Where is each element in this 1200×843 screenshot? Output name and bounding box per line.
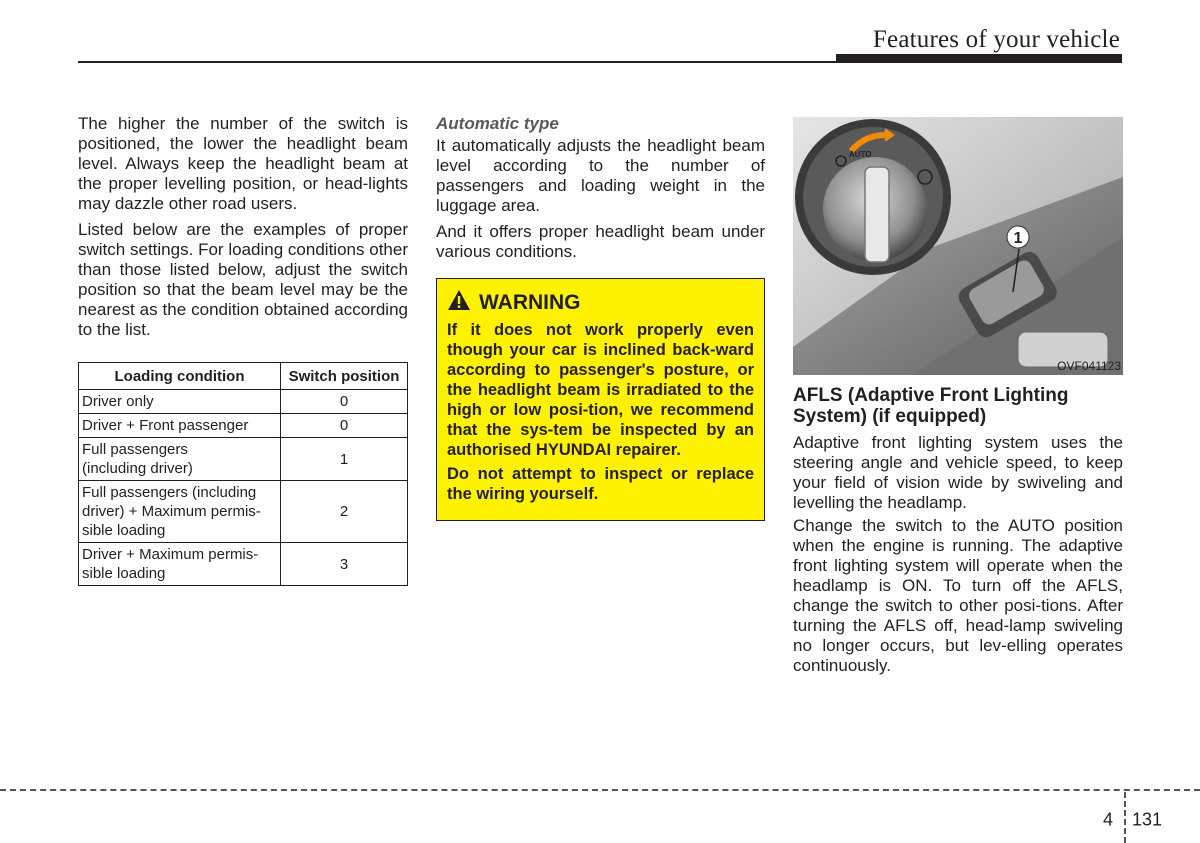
loading-condition-cell: Full passengers (including driver) xyxy=(79,438,281,481)
switch-position-cell: 1 xyxy=(281,438,408,481)
image-code: OVF041123 xyxy=(1057,359,1121,373)
paragraph: Listed below are the examples of proper switch settings. For loading conditions other than those listed below, adjust the switch position so that the beam level may be the nearest as the condition obtained according to the list. xyxy=(78,220,408,339)
footer-dashed-divider xyxy=(1124,792,1126,843)
paragraph: It automatically adjusts the headlight beam level according to the number of passengers and loading weight in the luggage area. xyxy=(436,136,765,215)
table-header-row xyxy=(79,363,408,390)
warning-box xyxy=(436,278,765,521)
loading-condition-cell: Driver + Maximum permis- sible loading xyxy=(79,543,281,586)
page-number: 131 xyxy=(1132,809,1163,830)
column-left xyxy=(78,114,408,586)
subheading-automatic-type: Automatic type xyxy=(436,114,559,133)
warning-text: Do not attempt to inspect or replace the wiring yourself. xyxy=(447,465,754,503)
header-title: Features of your vehicle xyxy=(872,26,1120,53)
paragraph: Change the switch to the AUTO position when the engine is running. The adaptive front lighting system will operate when the headlamp is ON. To turn off the AFLS, change the switch to other posi-tions. After turning the AFLS off, head-lamp swiveling no longer occurs, but lev-elling operates continuously. xyxy=(793,516,1123,675)
loading-condition-cell: Driver + Front passenger xyxy=(79,414,281,438)
table-row xyxy=(79,414,408,438)
knob-auto-label: AUTO xyxy=(849,150,872,159)
paragraph: The higher the number of the switch is positioned, the lower the headlight beam level. Always keep the headlight beam at the proper levelling position, or head-lights may dazzle other road users. xyxy=(78,114,408,213)
table-row xyxy=(79,543,408,586)
section-title-afls: AFLS (Adaptive Front Lighting System) (if equipped) xyxy=(793,385,1069,427)
header-rule xyxy=(78,61,838,63)
warning-triangle-icon xyxy=(447,289,471,316)
table-row xyxy=(79,438,408,481)
paragraph: Adaptive front lighting system uses the steering angle and vehicle speed, to keep your field of vision wide by swiveling and levelling the headlamp. xyxy=(793,433,1123,512)
loading-condition-table xyxy=(78,362,408,586)
column-header-switch-position: Switch position xyxy=(281,363,408,390)
column-header-loading-condition: Loading condition xyxy=(79,363,281,390)
headlight-switch-illustration xyxy=(793,117,1123,375)
loading-condition-cell: Full passengers (including driver) + Maximum permis- sible loading xyxy=(79,481,281,543)
switch-position-cell: 2 xyxy=(281,481,408,543)
paragraph: And it offers proper headlight beam under various conditions. xyxy=(436,222,765,261)
switch-position-cell: 0 xyxy=(281,390,408,414)
table-row xyxy=(79,481,408,543)
headlight-switch-photo xyxy=(793,117,1123,375)
column-right xyxy=(793,117,1123,679)
chapter-number: 4 xyxy=(1103,809,1114,830)
switch-position-cell: 0 xyxy=(281,414,408,438)
callout-number: 1 xyxy=(1013,230,1023,247)
switch-position-cell: 3 xyxy=(281,543,408,586)
column-middle xyxy=(436,114,765,521)
warning-text: If it does not work properly even though your car is inclined back-ward according to passenger's posture, or the headlight beam is irradiated to the high or low posi-tion, we recommend that the sys-tem be inspected by an authorised HYUNDAI repairer. xyxy=(447,321,754,459)
header-rule-accent xyxy=(836,54,1122,63)
footer-dashed-rule xyxy=(0,789,1200,791)
table-row xyxy=(79,390,408,414)
warning-title-row xyxy=(447,289,754,316)
warning-title: WARNING xyxy=(479,290,581,314)
loading-condition-cell: Driver only xyxy=(79,390,281,414)
